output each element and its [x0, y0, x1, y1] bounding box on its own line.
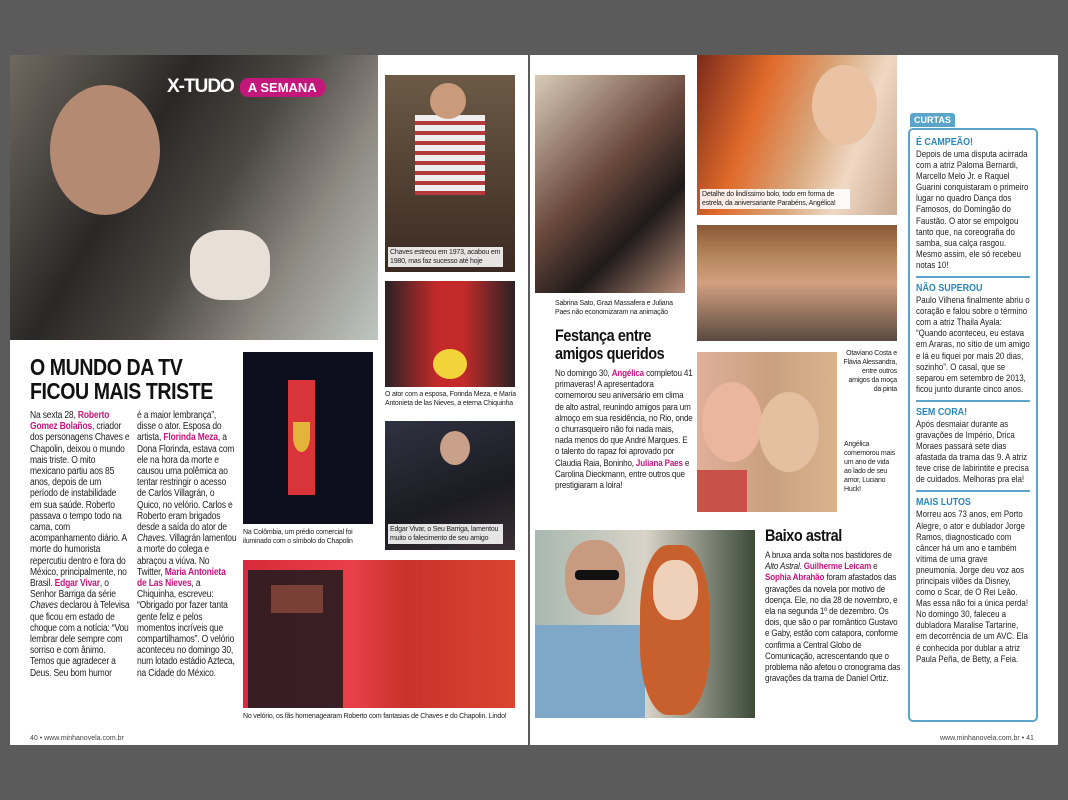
article-title — [30, 355, 213, 403]
photo-cake-angelica — [697, 55, 897, 215]
photo-funeral — [243, 560, 515, 708]
caption-chapolin: O ator com a esposa, Forinda Meza, e María Antonieta de las Nieves, a eterna Chiquinha — [385, 391, 516, 407]
title-line: amigos queridos — [555, 344, 665, 363]
photo-edgar-vivar — [385, 421, 515, 550]
curtas-text: Depois de uma disputa acirrada com a atriz Paloma Bernardi, Marcello Melo Jr. e Raquel Guarini conquistaram o primeiro lugar no quadro Dança dos Famosos, do Domingão do Faustão. O ator se empolgou tanto que, na coreografia do samba, sua calça rasgou. Mesmo assim, ele só recebeu notas 10! — [916, 149, 1029, 270]
title-line: FICOU MAIS TRISTE — [30, 378, 213, 404]
photo-friends-group — [697, 225, 897, 341]
curtas-title: MAIS LUTOS — [916, 496, 971, 509]
text: e Carolina Dieckmann, entre outros que prestigiaram a loira! — [555, 457, 690, 492]
curtas-text: Morreu aos 73 anos, em Porto Alegre, o ator e dublador Jorge Ramos, diagnosticado com câncer há um ano e também vítima de uma grave pneumonia. Jorge deu voz aos principais vilões da Disney, como o Scar, de O Rei Leão. Mas essa não foi a única perda! No domingo 30, faleceu a dubladora Maralise Tartarine, em decorrência de um AVC. Ela é conhecida por dublar a atriz Paula Peña, de Betty, a Feia. — [916, 509, 1029, 664]
name-highlight: Juliana Paes — [635, 457, 683, 469]
name-highlight: Maria Antonieta de Las Nieves — [137, 566, 226, 590]
caption-group: Otaviano Costa e Flávia Alessandra, entre outros amigos da moça da pinta — [843, 350, 897, 393]
section-name: X-TUDO — [167, 76, 234, 97]
name-highlight: Florinda Meza — [163, 432, 218, 444]
name-highlight: Guilherme Leicam — [803, 561, 872, 573]
divider — [916, 276, 1030, 278]
text: Alto Astral — [765, 561, 800, 573]
festa-title — [555, 327, 664, 363]
baixo-astral-title: Baixo astral — [765, 526, 842, 545]
text: , criador dos personagens Chaves e Chapolin, deixou o mundo mais triste. O mito mexicano partiu aos 85 anos, depois de um período de instabilidade em sua saúde. Roberto passava o tempo todo na cama, com acompanhamento diário. A morte do humorista repercutiu dentro e fora do México, principalmente, no Brasil. — [30, 421, 130, 590]
section-header — [167, 76, 325, 98]
curtas-sidebar — [908, 128, 1038, 722]
photo-chapolin — [385, 281, 515, 387]
curtas-title: É CAMPEÃO! — [916, 136, 974, 148]
photo-guilherme-sophia — [535, 530, 755, 718]
text: , a Chiquinha, escreveu: “Obrigado por fazer tanta gente feliz e pelos momentos incríveis que compartilhamos”. O velório aconteceu no domingo 30, num lotado estádio Azteca, na Cidade do México. — [137, 578, 235, 679]
text: Na sexta 28, — [30, 410, 78, 421]
caption-edgar: Edgar Vivar, o Seu Barriga, lamentou muito o falecimento de seu amigo — [388, 524, 503, 544]
text: declarou à Televisa que ficou em estado de choque com a notícia: “Vou lembrar dele sempre com sorriso e com ânimo. Temos que agradecer a Deus. Seu bom humor — [30, 600, 130, 679]
footer-left: 40 • www.minhanovela.com.br — [30, 735, 124, 742]
photo-colombia-building — [243, 352, 373, 524]
text: . Villagrán lamentou a morte do colega e abraçou a viúva. No Twitter, — [137, 533, 237, 578]
title-line: Festança entre — [555, 326, 652, 345]
text: , o Senhor Barriga da série — [30, 578, 116, 601]
footer-right: www.minhanovela.com.br • 41 — [940, 735, 1034, 742]
divider — [916, 490, 1030, 492]
caption-sabrina: Sabrina Sato, Grazi Massafera e Juliana Paes não economizaram na animação — [555, 300, 673, 316]
baixo-astral-body — [765, 550, 903, 684]
festa-body — [555, 368, 693, 491]
divider — [916, 400, 1030, 402]
text: No domingo 30, — [555, 368, 612, 379]
curtas-content — [916, 136, 1030, 665]
curtas-text: Paulo Vilhena finalmente abriu o coração e falou sobre o término com a atriz Thaila Ayala: “Quando aconteceu, eu estava em Araras, no sítio de um amigo e lá eu fiquei por mais 20 dias, sozinho”. O casal, que se separou em setembro de 2013, ficou junto durante cinco anos. — [916, 295, 1030, 394]
text: . — [799, 561, 804, 573]
text: Chaves — [30, 600, 58, 612]
caption-cake: Detalhe do lindíssimo bolo, todo em forma de estrela, da aniversariante Parabéns, Angélica! — [700, 189, 850, 209]
curtas-text: Após desmaiar durante as gravações de Império, Drica Moraes passará sete dias afastada da trama das 9. A atriz teve crise de labirintite e precisa de cuidados. Melhoras pra ela! — [916, 418, 1029, 485]
caption-funeral: No velório, os fãs homenagearam Roberto com fantasias de Chaves e do Chapolin. Lindo! — [243, 713, 507, 720]
article-col-1 — [30, 410, 129, 679]
text: Chaves — [137, 533, 165, 545]
text: e — [871, 561, 878, 573]
text: foram afastados das gravações da novela por motivo de doença. Ele, no dia 28 de novembro, e ela na segunda 1º de dezembro. Os dois, que são o par romântico Gustavo e Gaby, estão com catapora, conforme confirma a Central Globo de Comunicação, acrescentando que o problema não afetou o cronograma das gravações da trama de Daniel Ortiz. — [765, 572, 901, 685]
caption-couple: Angélica comemorou mais um ano de vida ao lado de seu amor, Luciano Huck! — [844, 441, 895, 493]
text: A bruxa anda solta nos bastidores de — [765, 550, 892, 561]
photo-angelica-luciano — [697, 352, 837, 512]
text: , a Dona Florinda, estava com ele na hora da morte e causou uma polêmica ao tentar restringir o acesso de Carlos Villagrán, o Quico, no velório. Carlos e Roberto eram brigados desde a saída do ator de — [137, 432, 235, 534]
text: é a maior lembrança”, disse o ator. Esposa do artista, — [137, 410, 222, 444]
name-highlight: Edgar Vivar — [54, 578, 100, 590]
article-col-2 — [137, 410, 236, 679]
section-tag: A SEMANA — [240, 78, 325, 97]
photo-chaves — [385, 75, 515, 272]
name-highlight: Roberto Gomez Bolaños — [30, 410, 110, 433]
photo-sabrina-grazi-juliana — [535, 75, 685, 293]
curtas-title: SEM CORA! — [916, 405, 968, 418]
caption-chaves: Chaves estreou em 1973, acabou em 1980, mas faz sucesso até hoje — [388, 247, 503, 267]
curtas-label: CURTAS — [910, 113, 955, 127]
name-highlight: Sophia Abrahão — [765, 572, 825, 584]
curtas-title: NÃO SUPEROU — [916, 282, 983, 295]
title-line: O MUNDO DA TV — [30, 354, 183, 380]
name-highlight: Angélica — [611, 368, 645, 379]
text: completou 41 primaveras! A apresentadora comemorou seu aniversário em clima de alto astral, reunindo amigos para um almoço em sua residência, no Rio, onde o churrasqueiro não foi nada mais, nada menos do que André Marques. E o talento do rapaz foi aprovado por Claudia Raia, Boninho, — [555, 368, 693, 469]
caption-colombia: Na Colômbia, um prédio comercial foi iluminado com o símbolo do Chapolin — [243, 529, 353, 545]
